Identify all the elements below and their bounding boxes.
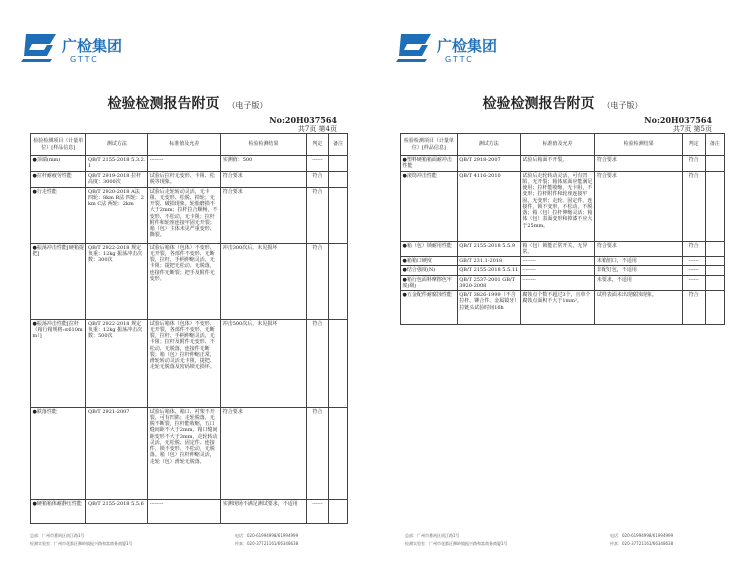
cell-standard: 试验后箱面不开裂。 — [520, 156, 595, 172]
cell-standard: 箱（包）锁能正常开关，无异常。 — [520, 241, 595, 257]
cell-judge: 符合 — [682, 156, 705, 172]
cell-remark — [705, 291, 724, 325]
header-remark: 备注 — [705, 134, 724, 156]
footer-tel: 电话：020-61994998/61994999 — [610, 533, 674, 538]
page-title — [0, 93, 375, 113]
cell-judge: 符合 — [306, 187, 328, 243]
cell-result: 符合要求 — [221, 407, 307, 499]
footer-fax: 传真：020-37721161/66348638 — [235, 541, 299, 546]
table-header-row — [31, 134, 348, 156]
cell-standard: -------- — [148, 499, 221, 523]
cell-remark — [705, 266, 724, 275]
cell-standard: -------- — [148, 156, 221, 172]
cell-result: 冲击300次后，未见损坏 — [221, 243, 307, 319]
report-number: No:20H037564 — [644, 115, 712, 125]
cell-result: 冲击500次后，未见损坏 — [221, 319, 307, 407]
report-number: No:20H037564 — [269, 115, 337, 125]
cell-result: 非配钉包，不适用 — [595, 266, 682, 275]
cell-item: ●箱行包面料摩擦色牢度(级) — [401, 275, 458, 291]
header-standard: 标准值及允差 — [520, 134, 595, 156]
header-item: 检验检测项目（计量单位）[样品信息] — [31, 134, 86, 156]
cell-method: QB/T 2155-2018 5.5.11 — [457, 266, 520, 275]
cell-remark — [328, 156, 347, 172]
cell-item: ●振荡冲击性能[硬箱提把] — [31, 243, 86, 319]
gttc-logo-icon — [395, 30, 435, 66]
cell-result: 符合要求 — [221, 187, 307, 243]
gttc-logo-icon — [20, 30, 60, 66]
title-text: 检验检测报告附页 — [482, 96, 595, 112]
header-judge: 判定 — [682, 134, 705, 156]
header-result: 检验检测结果 — [221, 134, 307, 156]
cell-remark — [705, 156, 724, 172]
cell-item: ●箱箱口硬度 — [401, 257, 458, 266]
cell-item: ●塑料硬箱箱面耐冲击性能 — [401, 156, 458, 172]
cell-method: QB/T 2155-2018 5.5.6 — [86, 499, 148, 523]
cell-remark — [705, 257, 724, 266]
cell-result: 未箱铝口，不适用 — [595, 257, 682, 266]
table-row — [401, 275, 725, 291]
page-footer — [30, 532, 360, 548]
table-row — [401, 291, 725, 325]
footer-address: 总部：广州市番禺区南江路1号 — [30, 533, 85, 538]
cell-method: QB/T 2537-2001 GB/T 3920-2008 — [457, 275, 520, 291]
logo-text-cn: 广检集团 — [62, 37, 123, 55]
company-logo — [395, 30, 498, 70]
page-info: 共7页 第5页 — [672, 125, 712, 133]
results-table — [30, 133, 348, 524]
table-row — [31, 171, 348, 187]
cell-method: QB/T 4116-2010 — [457, 171, 520, 241]
cell-remark — [705, 171, 724, 241]
table-row — [401, 171, 725, 241]
cell-judge: 符合 — [682, 241, 705, 257]
page-footer — [405, 532, 735, 548]
footer-lab: 检测实验室：广州市花都区狮岭镇振兴路和富商务商厦1号 — [405, 541, 508, 546]
header-method: 测试方法 — [457, 134, 520, 156]
cell-standard: 试验后箱体（包体）不变形、无开裂，各部件不变形、无断裂，拉杆、手柄伸缩灵活，无卡阻；拉杆及附件无变形、不松动、无脱落，连接件无断裂；箱（包）拉杆伸缩正常，滑轮转动灵活无卡阻，提把、走轮无脱落及密码锁无损坏。 — [148, 319, 221, 407]
page-info: 共7页 第4页 — [297, 125, 337, 133]
table-row — [401, 266, 725, 275]
cell-result: 符合要求 — [221, 171, 307, 187]
cell-method: QB/T 2918-2007 — [457, 156, 520, 172]
company-logo — [20, 30, 123, 70]
cell-judge: ------ — [682, 275, 705, 291]
cell-remark — [328, 187, 347, 243]
header-method: 测试方法 — [86, 134, 148, 156]
table-row — [401, 257, 725, 266]
cell-judge: 符合 — [306, 319, 328, 407]
cell-judge: 符合 — [682, 171, 705, 241]
cell-item: ●五金配件耐腐蚀性能 — [401, 291, 458, 325]
cell-result: 实测现场不满足测试要求，不适用 — [221, 499, 307, 523]
title-subtitle: （电子版） — [602, 101, 643, 110]
cell-remark — [328, 499, 347, 523]
cell-method: QB/T 2155-2018 5.3.2.1 — [86, 156, 148, 172]
cell-item: ●结合强度(N) — [401, 266, 458, 275]
cell-result: 实测值：500 — [221, 156, 307, 172]
table-row — [31, 243, 348, 319]
cell-method: QB/T 2922-2018 规定负重：12kg 振荡冲击次数：500次 — [86, 319, 148, 407]
results-table — [400, 133, 725, 325]
footer-tel: 电话：020-61994998/61994999 — [235, 533, 299, 538]
header-judge: 判定 — [306, 134, 328, 156]
cell-judge: ------ — [682, 257, 705, 266]
cell-item: ●顶端(mm) — [31, 156, 86, 172]
cell-standard: 腐蚀点个数不超过3个，且单个腐蚀点面积不大于1mm²。 — [520, 291, 595, 325]
header-remark: 备注 — [328, 134, 347, 156]
cell-standard: 试验后走轮转动灵活，无卡阻、无变形、松脱、掉轮；无开裂、破损现象。轮胎磨损不大于2mm；拉杆拉合顺畅，不变形、不松动，无卡阻；拉杆附件和轮座连接牢固无开裂；箱（包）主体未见严重变形、撕裂。 — [148, 187, 221, 243]
table-row — [401, 241, 725, 257]
page-title — [375, 93, 750, 113]
table-row — [401, 156, 725, 172]
cell-judge: 符合 — [682, 291, 705, 325]
logo-text-en: GTTC — [445, 55, 474, 64]
cell-result: 符合要求 — [595, 241, 682, 257]
cell-item: ●振荡冲击性能[拉杆（箱行箱规格:≤610mm）] — [31, 319, 86, 407]
logo-text-cn: 广检集团 — [437, 37, 498, 55]
footer-fax: 传真：020-37721161/66348638 — [610, 541, 674, 546]
table-row — [31, 407, 348, 499]
table-row — [31, 156, 348, 172]
cell-remark — [328, 171, 347, 187]
cell-result: 试样表面未出现腐蚀现象。 — [595, 291, 682, 325]
cell-judge: 符合 — [306, 407, 328, 499]
cell-standard: 试验后箱体、箱口、衬架不开裂，可有凹陷；走轮脱落，无脱不断裂，拉杆能收缩，五口缝间距不大于2mm，箱口缝间距变形不大于3mm，走轮转动灵活，无松脱、固定件、连接件，锁不变形、不松动，无脱落。箱（包）拉杆伸缩灵活，走轮（包）滑轮无脱落。 — [148, 407, 221, 499]
cell-method: QB/T 3826-1999（不含拉杆、铆合件、金属镜牙）拉链头试验时间16h — [457, 291, 520, 325]
cell-result: 符合要求 — [595, 156, 682, 172]
cell-method: QB/T 2922-2018 规定负重：12kg 振荡冲击次数：300次 — [86, 243, 148, 319]
table-row — [31, 319, 348, 407]
table-row — [31, 187, 348, 243]
footer-lab: 检测实验室：广州市花都区狮岭镇振兴路和富商务商厦1号 — [30, 541, 133, 546]
cell-method: QB/T 2920-2018 A法 四轮：8km B法 四轮：2km C法 两轮：2km — [86, 187, 148, 243]
cell-standard: -------- — [520, 275, 595, 291]
cell-method: QB/T 2919-2018 拉杆高度：3000次 — [86, 171, 148, 187]
cell-judge: 符合 — [306, 171, 328, 187]
title-subtitle: （电子版） — [227, 101, 268, 110]
cell-method: QB/T 2155-2018 5.5.9 — [457, 241, 520, 257]
cell-result: 未要求，不适用 — [595, 275, 682, 291]
title-text: 检验检测报告附页 — [107, 96, 220, 112]
table-header-row — [401, 134, 725, 156]
logo-text-en: GTTC — [70, 55, 99, 64]
header-item: 检验检测项目（计量单位）[样品信息] — [401, 134, 458, 156]
cell-standard: -------- — [520, 257, 595, 266]
cell-method: QB/T 2921-2007 — [86, 407, 148, 499]
cell-remark — [328, 243, 347, 319]
cell-result: 符合要求 — [595, 171, 682, 241]
cell-judge: ------ — [306, 156, 328, 172]
cell-standard: 试验后箱体（包体）不变形、无开裂，各部件不变形、无断裂，拉杆、手柄伸缩灵活，无卡阻；提把无松动、无脱落，连接件无断裂；把手及附件无变形。 — [148, 243, 221, 319]
cell-remark — [705, 275, 724, 291]
cell-judge: ------ — [682, 266, 705, 275]
header-standard: 标准值及允差 — [148, 134, 221, 156]
cell-standard: 试验后拉杆无变形、卡阻、松脱等现象。 — [148, 171, 221, 187]
cell-remark — [705, 241, 724, 257]
table-row — [31, 499, 348, 523]
footer-address: 总部：广州市番禺区南江路1号 — [405, 533, 460, 538]
cell-remark — [328, 407, 347, 499]
cell-item: ●跌落性能 — [31, 407, 86, 499]
header-result: 检验检测结果 — [595, 134, 682, 156]
cell-method: GB/T 231.1-2018 — [457, 257, 520, 266]
cell-item: ●硬箱箱体耐静压性能 — [31, 499, 86, 523]
cell-item: ●行走性能 — [31, 187, 86, 243]
cell-standard: -------- — [520, 266, 595, 275]
report-page-right — [375, 0, 750, 587]
cell-judge: ------ — [306, 499, 328, 523]
cell-item: ●拉杆耐疲劳性能 — [31, 171, 86, 187]
cell-item: ●箱（包）锁耐用性能 — [401, 241, 458, 257]
cell-judge: 符合 — [306, 243, 328, 319]
cell-remark — [328, 319, 347, 407]
cell-standard: 试验后走轮转动灵活，可有凹陷，无开裂；箱体底面应能满足使用；拉杆能收缩，无卡阻，不变形；拉杆附件和轮座连接牢固，无变形；走轮、固定件、连接件，锁不变形，不松动，不脱落；箱（包）拉杆伸缩灵活；箱体（包）表面变形和掉漆不应大于25mm。 — [520, 171, 595, 241]
cell-item: ●滚筒冲击性能 — [401, 171, 458, 241]
